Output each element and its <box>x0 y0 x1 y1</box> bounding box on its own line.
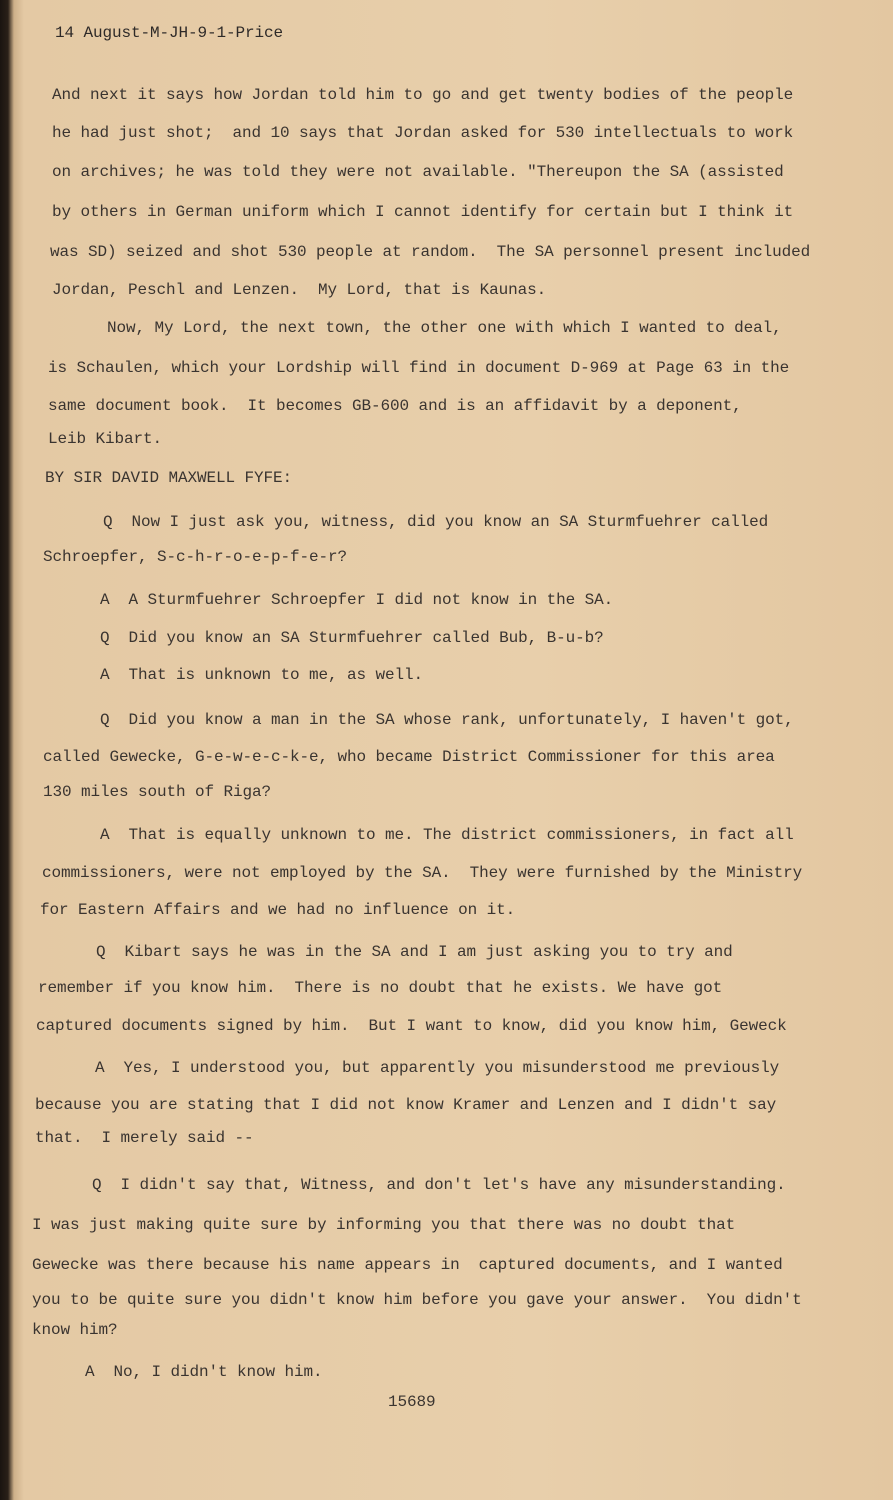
transcript-line: Leib Kibart. <box>48 430 163 448</box>
transcript-line: I was just making quite sure by informing you that there was no doubt that <box>32 1216 736 1234</box>
transcript-line: A That is equally unknown to me. The district commissioners, in fact all <box>100 826 794 844</box>
transcript-line: Now, My Lord, the next town, the other one with which I wanted to deal, <box>107 319 782 337</box>
transcript-line: that. I merely said -- <box>35 1129 254 1147</box>
transcript-line: by others in German uniform which I cannot identify for certain but I think it <box>52 203 794 221</box>
transcript-line: A A Sturmfuehrer Schroepfer I did not know in the SA. <box>100 591 614 609</box>
transcript-line: remember if you know him. There is no doubt that he exists. We have got <box>38 979 723 997</box>
transcript-line: Schroepfer, S-c-h-r-o-e-p-f-e-r? <box>43 548 348 566</box>
transcript-line: Q Now I just ask you, witness, did you know an SA Sturmfuehrer called <box>103 513 769 531</box>
transcript-line: called Gewecke, G-e-w-e-c-k-e, who became District Commissioner for this area <box>43 748 775 766</box>
transcript-line: is Schaulen, which your Lordship will find in document D-969 at Page 63 in the <box>48 359 790 377</box>
transcript-line: you to be quite sure you didn't know him before you gave your answer. You didn't <box>32 1291 802 1309</box>
transcript-line: Gewecke was there because his name appears in captured documents, and I wanted <box>32 1256 783 1274</box>
transcript-line: he had just shot; and 10 says that Jordan asked for 530 intellectuals to work <box>52 124 794 142</box>
transcript-line: on archives; he was told they were not available. "Thereupon the SA (assisted <box>52 163 784 181</box>
transcript-line: A Yes, I understood you, but apparently you misunderstood me previously <box>95 1059 780 1077</box>
page-header: 14 August-M-JH-9-1-Price <box>55 24 284 42</box>
transcript-line: A That is unknown to me, as well. <box>100 666 424 684</box>
transcript-line: And next it says how Jordan told him to go and get twenty bodies of the people <box>52 86 794 104</box>
transcript-line: A No, I didn't know him. <box>85 1363 323 1381</box>
transcript-line: captured documents signed by him. But I want to know, did you know him, Geweck <box>36 1017 787 1035</box>
transcript-line: commissioners, were not employed by the SA. They were furnished by the Ministry <box>42 864 803 882</box>
transcript-line: Q Did you know an SA Sturmfuehrer called Bub, B-u-b? <box>100 629 604 647</box>
transcript-line: 130 miles south of Riga? <box>43 783 272 801</box>
transcript-line: was SD) seized and shot 530 people at random. The SA personnel present included <box>50 243 811 261</box>
transcript-line: because you are stating that I did not know Kramer and Lenzen and I didn't say <box>35 1096 777 1114</box>
transcript-line: Jordan, Peschl and Lenzen. My Lord, that is Kaunas. <box>52 281 547 299</box>
transcript-line: for Eastern Affairs and we had no influence on it. <box>40 901 516 919</box>
transcript-line: same document book. It becomes GB-600 and is an affidavit by a deponent, <box>48 397 742 415</box>
transcript-line: Q I didn't say that, Witness, and don't let's have any misunderstanding. <box>92 1176 786 1194</box>
page-number: 15689 <box>388 1393 436 1411</box>
transcript-line: Q Kibart says he was in the SA and I am just asking you to try and <box>96 943 733 961</box>
transcript-line: BY SIR DAVID MAXWELL FYFE: <box>45 469 293 487</box>
transcript-line: know him? <box>32 1321 118 1339</box>
transcript-line: Q Did you know a man in the SA whose rank, unfortunately, I haven't got, <box>100 711 794 729</box>
